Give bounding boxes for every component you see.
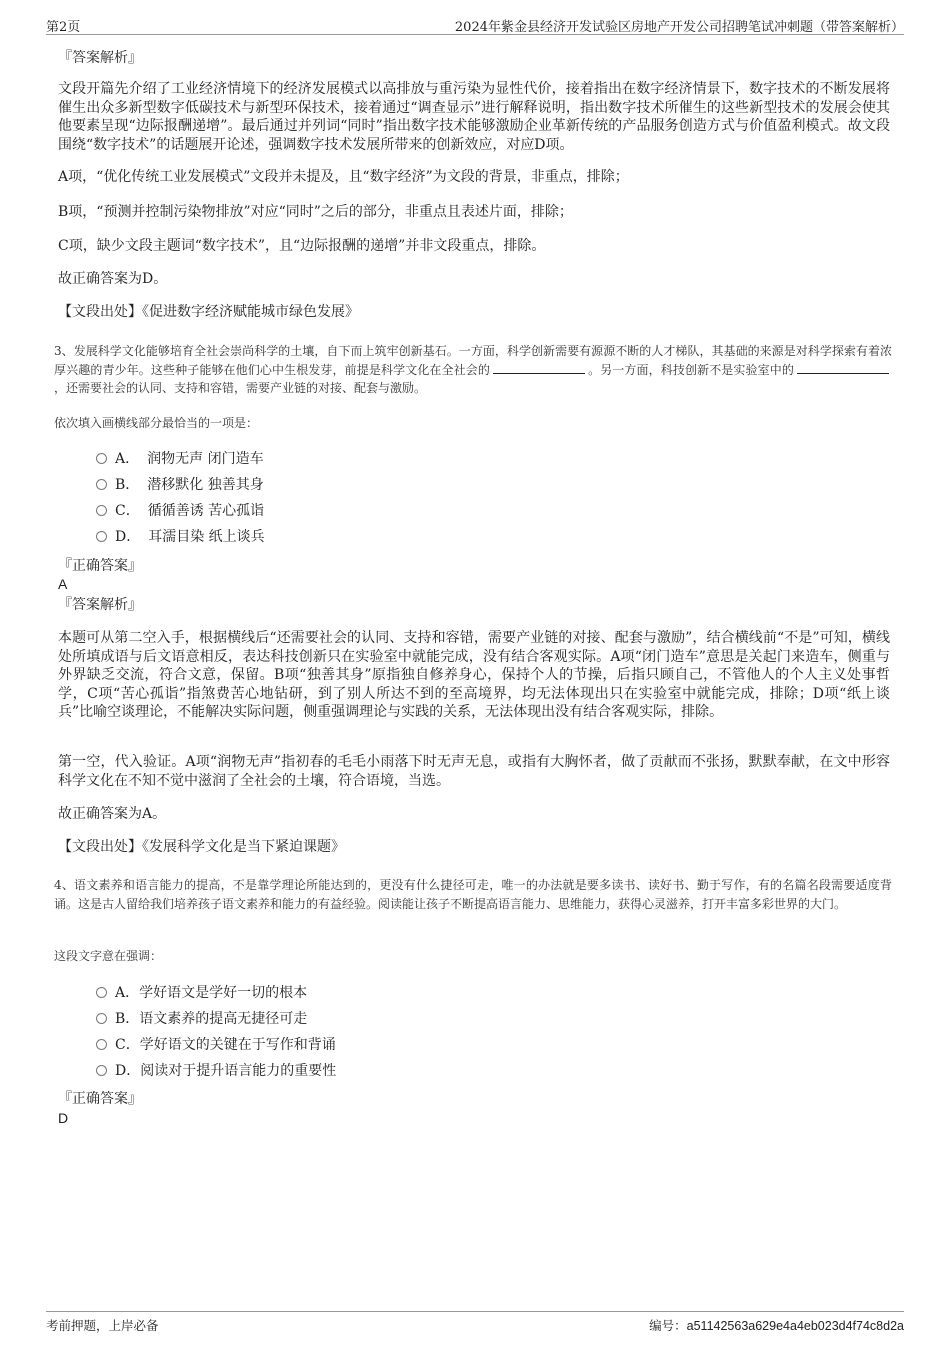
page-number: 第2页 — [46, 20, 81, 35]
option-letter: D． — [115, 1063, 141, 1079]
q2-analysis-label: 『答案解析』 — [58, 50, 142, 66]
q4-stem: 4、语文素养和语言能力的提高，不是靠学理论所能达到的，更没有什么捷径可走，唯一的办法就是要多读书、读好书、勤于写作，有的名篇名段需要适度背诵。这是古人留给我们培养孩子语文素养和能力的有益经验。阅读能让孩子不断提高语言能力、思维能力，获得心灵滋养，打开丰富多彩世界的大门。 — [54, 878, 892, 911]
q3-analysis-paragraph-3: 故正确答案为A。 — [58, 806, 167, 822]
option-text: 语文素养的提高无捷径可走 — [139, 1011, 308, 1027]
q3-analysis-paragraph-1: 本题可从第二空入手，根据横线后“还需要社会的认同、支持和容错，需要产业链的对接、配套与激励”，结合横线前“不是”可知，横线处所填成语与后文语意相反，表达科技创新只在实验室中就能完成，没有结合客观实际。A项“闭门造车”意思是关起门来造车，侧重与外界缺乏交流，符合文意，保留。B项“独善其身”原指独自修养身心，保持个人的节操，后指只顾自己，不管他人的个人主义处事哲学，C项“苦心孤诣”指煞费苦心地钻研，到了别人所达不到的至高境界，均无法体现出只在实验室中就能完成，排除；D项“纸上谈兵”比喻空谈理论，不能解决实际问题，侧重强调理论与实践的关系，无法体现出没有结合客观实际，排除。 — [58, 630, 890, 720]
q4-option-b[interactable] — [96, 1009, 307, 1029]
footer-slogan: 考前押题，上岸必备 — [46, 1318, 159, 1333]
q3-analysis-paragraph-2: 第一空，代入验证。A项“润物无声”指初春的毛毛小雨落下时无声无息，或指有大胸怀者，做了贡献而不张扬，默默奉献，在文中形容科学文化在不知不觉中滋润了全社会的土壤，符合语境，当选。 — [58, 754, 890, 789]
q2-analysis-paragraph-4: C项，缺少文段主题词“数字技术”，且“边际报酬的递增”并非文段重点，排除。 — [58, 238, 546, 254]
q4-answer: D — [58, 1110, 69, 1126]
option-text: 润物无声 闭门造车 — [147, 451, 264, 467]
document-title: 2024年紫金县经济开发试验区房地产开发公司招聘笔试冲刺题（带答案解析） — [454, 20, 904, 35]
option-letter: A． — [115, 985, 140, 1001]
q2-analysis-paragraph-1: 文段开篇先介绍了工业经济情境下的经济发展模式以高排放与重污染为显性代价，接着指出在数字经济情景下，数字技术的不断发展将催生出众多新型数字低碳技术与新型环保技术，接着通过“调查显示”进行解释说明，指出数字技术所催生的这些新型技术的发展会使其他要素呈现“边际报酬递增”。最后通过并列词“同时”指出数字技术能够激励企业革新传统的产品服务创造方式与价值盈利模式。故文段围绕“数字技术”的话题展开论述，强调数字技术发展所带来的创新效应，对应D项。 — [58, 81, 890, 153]
option-text: 学好语文的关键在于写作和背诵 — [139, 1037, 336, 1053]
option-letter: C． — [115, 503, 140, 519]
q2-source: 【文段出处】《促进数字经济赋能城市绿色发展》 — [58, 304, 359, 320]
q3-stem-part-1: 3、发展科学文化能够培育全社会崇尚科学的土壤，自下而上筑牢创新基石。一方面，科学创新需要有源源不断的人才梯队，其基础的来源是对科学探索有着浓厚兴趣的青少年。这些种子能够在他们心中生根发芽，前提是科学文化在全社会的 — [54, 344, 892, 377]
option-letter: B． — [115, 477, 140, 493]
q2-analysis-paragraph-5: 故正确答案为D。 — [58, 271, 168, 287]
q3-option-b[interactable] — [96, 475, 264, 495]
q4-answer-label: 『正确答案』 — [58, 1091, 142, 1107]
q4-option-d[interactable] — [96, 1061, 336, 1081]
radio-icon[interactable] — [96, 505, 107, 516]
radio-icon[interactable] — [96, 479, 107, 490]
footer-serial — [649, 1316, 904, 1334]
option-text: 耳濡目染 纸上谈兵 — [148, 529, 265, 545]
option-letter: D． — [115, 529, 141, 545]
page-footer — [46, 1311, 904, 1334]
q3-blank-1 — [493, 361, 585, 374]
radio-icon[interactable] — [96, 1013, 107, 1024]
radio-icon[interactable] — [96, 1039, 107, 1050]
q2-analysis-paragraph-2: A项，“优化传统工业发展模式”文段并未提及，且“数字经济”为文段的背景，非重点，排除； — [58, 169, 629, 185]
q3-option-a[interactable] — [96, 449, 264, 469]
q3-option-d[interactable] — [96, 527, 265, 547]
radio-icon[interactable] — [96, 531, 107, 542]
option-letter: B． — [115, 1011, 140, 1027]
q3-analysis-label: 『答案解析』 — [58, 597, 142, 613]
q2-analysis-paragraph-3: B项，“预测并控制污染物排放”对应“同时”之后的部分，非重点且表述片面，排除； — [58, 204, 573, 220]
q3-blank-2 — [797, 361, 889, 374]
option-text: 阅读对于提升语言能力的重要性 — [140, 1063, 337, 1079]
q3-stem-part-3: ，还需要社会的认同、支持和容错，需要产业链的对接、配套与激励。 — [54, 381, 427, 395]
q3-answer: A — [58, 576, 68, 592]
page-header — [46, 14, 904, 35]
q3-answer-label: 『正确答案』 — [58, 558, 142, 574]
option-text: 潜移默化 独善其身 — [147, 477, 264, 493]
option-text: 学好语文是学好一切的根本 — [139, 985, 308, 1001]
q3-prompt: 依次填入画横线部分最恰当的一项是： — [54, 416, 259, 430]
serial-label: 编号： — [649, 1318, 687, 1333]
serial-number: a51142563a629e4a4eb023d4f74c8d2a — [686, 1319, 904, 1333]
q4-option-a[interactable] — [96, 983, 307, 1003]
q3-source: 【文段出处】《发展科学文化是当下紧迫课题》 — [58, 839, 345, 855]
q4-prompt: 这段文字意在强调： — [54, 949, 163, 963]
q3-stem — [54, 342, 892, 398]
option-letter: C． — [115, 1037, 140, 1053]
q3-option-c[interactable] — [96, 501, 264, 521]
option-letter: A． — [115, 451, 140, 467]
q3-stem-part-2: 。另一方面，科技创新不是实验室中的 — [587, 362, 794, 377]
radio-icon[interactable] — [96, 1065, 107, 1076]
radio-icon[interactable] — [96, 453, 107, 464]
radio-icon[interactable] — [96, 987, 107, 998]
q4-option-c[interactable] — [96, 1035, 336, 1055]
option-text: 循循善诱 苦心孤诣 — [147, 503, 265, 519]
